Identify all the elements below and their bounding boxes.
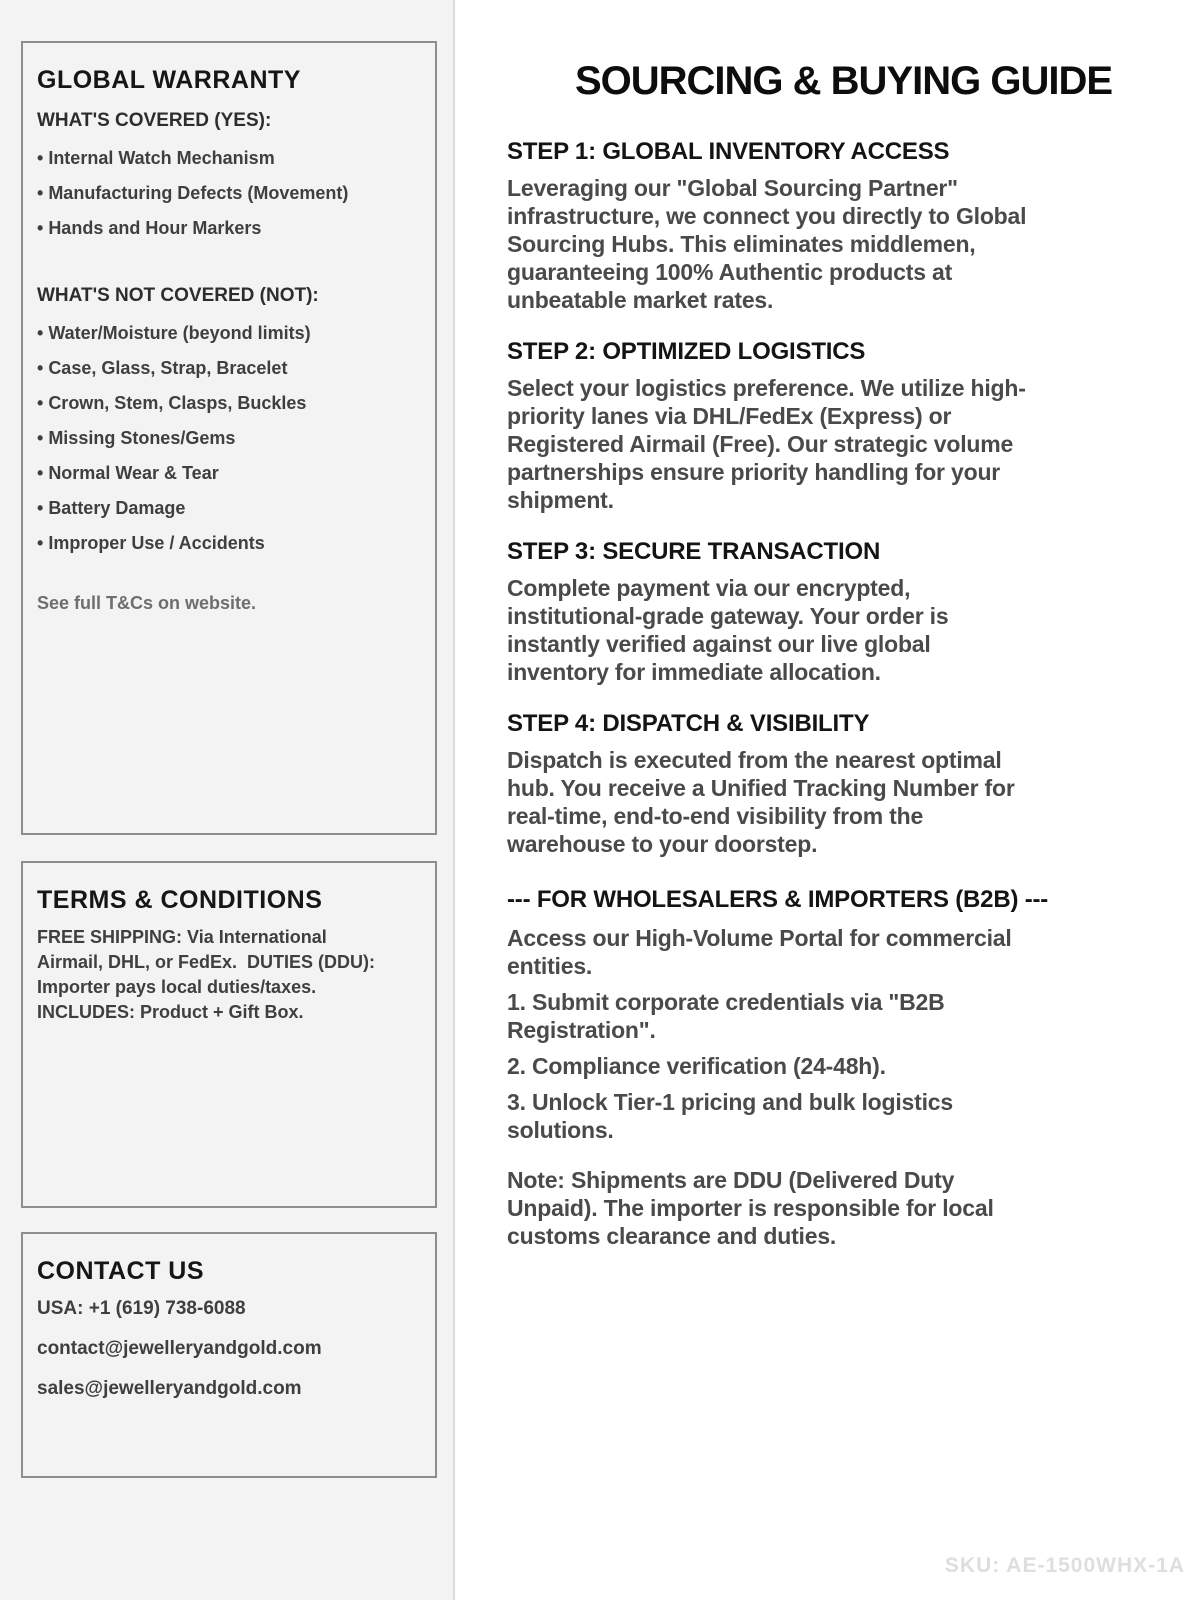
bullet-item: • Missing Stones/Gems: [37, 421, 421, 456]
warranty-title: GLOBAL WARRANTY: [37, 66, 301, 94]
b2b-section: [507, 884, 1180, 1144]
step-4-section: [507, 708, 1180, 858]
main-content: [457, 0, 1200, 1600]
b2b-heading: --- FOR WHOLESALERS & IMPORTERS (B2B) ---: [507, 886, 1049, 913]
step-2-body: Select your logistics preference. We utilize high-priority lanes via DHL/FedEx (Express) or Registered Airmail (Free). Our strategic volume partnerships ensure priority handling for your shipment.: [507, 375, 1026, 513]
bullet-item: • Crown, Stem, Clasps, Buckles: [37, 386, 421, 421]
terms-body: FREE SHIPPING: Via International Airmail, DHL, or FedEx. DUTIES (DDU): Importer pays local duties/taxes. INCLUDES: Product + Gift Box.: [37, 927, 381, 1022]
warranty-footnote: See full T&Cs on website.: [37, 593, 257, 613]
contact-title: CONTACT US: [37, 1257, 205, 1285]
bullet-item: • Normal Wear & Tear: [37, 456, 421, 491]
step-3-heading: STEP 3: SECURE TRANSACTION: [507, 538, 881, 565]
b2b-step-1: 1. Submit corporate credentials via "B2B Registration".: [507, 989, 945, 1043]
step-2-heading: STEP 2: OPTIMIZED LOGISTICS: [507, 338, 866, 365]
step-1-heading: STEP 1: GLOBAL INVENTORY ACCESS: [507, 138, 950, 165]
contact-email-primary: contact@jewelleryandgold.com: [37, 1338, 322, 1359]
step-2-section: [507, 336, 1180, 514]
bullet-item: • Hands and Hour Markers: [37, 211, 421, 246]
bullet-item: • Battery Damage: [37, 491, 421, 526]
bullet-item: • Case, Glass, Strap, Bracelet: [37, 351, 421, 386]
warranty-covered-heading: WHAT'S COVERED (YES):: [37, 110, 272, 131]
contact-phone: USA: +1 (619) 738-6088: [37, 1298, 246, 1319]
step-1-section: [507, 136, 1180, 314]
bullet-item: • Manufacturing Defects (Movement): [37, 176, 421, 211]
b2b-step-3: 3. Unlock Tier-1 pricing and bulk logistics solutions.: [507, 1089, 953, 1143]
b2b-step-2: 2. Compliance verification (24-48h).: [507, 1053, 886, 1079]
warranty-covered-list: [37, 141, 421, 246]
step-3-section: [507, 536, 1180, 686]
bullet-item: • Internal Watch Mechanism: [37, 141, 421, 176]
contact-box: [21, 1232, 437, 1478]
page-title: SOURCING & BUYING GUIDE: [574, 59, 1113, 103]
bullet-item: • Improper Use / Accidents: [37, 526, 421, 561]
sku-label: SKU: AE-1500WHX-1A: [944, 1554, 1185, 1577]
warranty-not-covered-list: [37, 316, 421, 561]
terms-title: TERMS & CONDITIONS: [37, 886, 323, 914]
step-4-body: Dispatch is executed from the nearest optimal hub. You receive a Unified Tracking Number for real-time, end-to-end visibility from the warehouse to your doorstep.: [507, 747, 1015, 857]
terms-box: [21, 861, 437, 1208]
bullet-item: • Water/Moisture (beyond limits): [37, 316, 421, 351]
step-3-body: Complete payment via our encrypted, institutional-grade gateway. Your order is instantly verified against our live global inventory for immediate allocation.: [507, 575, 949, 685]
b2b-intro: Access our High-Volume Portal for commercial entities.: [507, 925, 1012, 979]
warranty-box: [21, 41, 437, 835]
step-4-heading: STEP 4: DISPATCH & VISIBILITY: [507, 710, 870, 737]
sidebar: [0, 0, 455, 1600]
step-1-body: Leveraging our "Global Sourcing Partner" infrastructure, we connect you directly to Global Sourcing Hubs. This eliminates middlemen, guaranteeing 100% Authentic products at unbeatable market rates.: [507, 175, 1027, 313]
contact-email-sales: sales@jewelleryandgold.com: [37, 1378, 302, 1399]
ddu-note: Note: Shipments are DDU (Delivered Duty Unpaid). The importer is responsible for local customs clearance and duties.: [507, 1167, 994, 1249]
warranty-not-covered-heading: WHAT'S NOT COVERED (NOT):: [37, 285, 319, 306]
